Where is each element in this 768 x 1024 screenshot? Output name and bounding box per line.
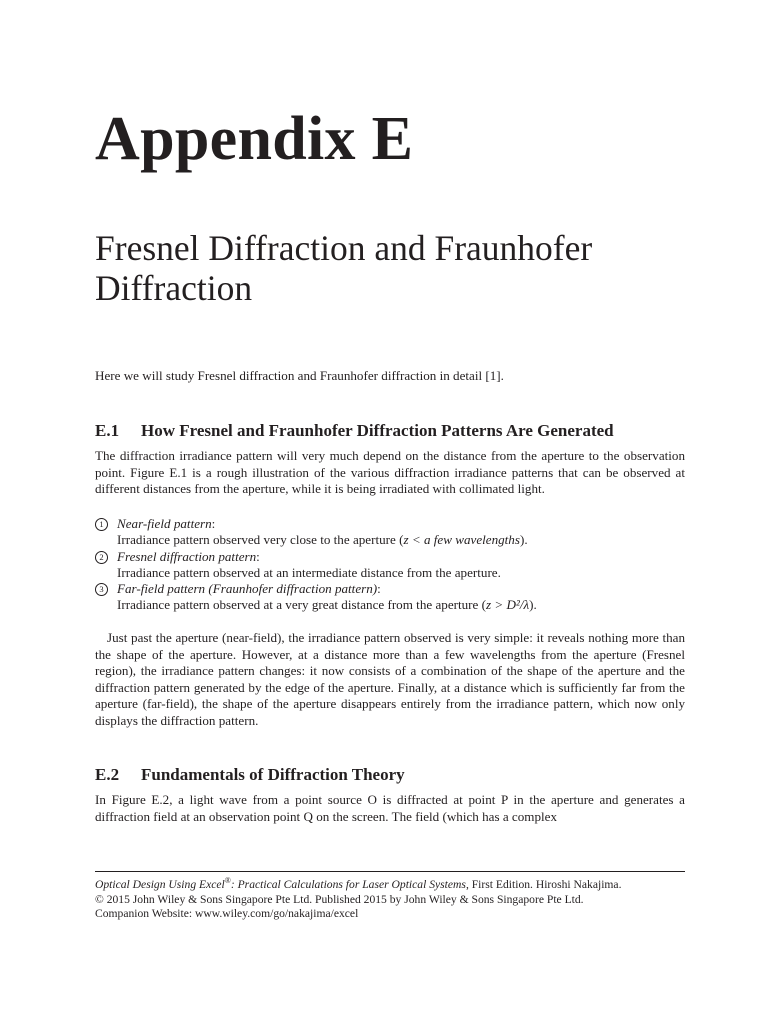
book-subtitle: : Practical Calculations for Laser Optical Systems bbox=[230, 878, 466, 891]
list-item: 1 Near-field pattern: Irradiance pattern observed very close to the aperture (z < a few wavelengths). bbox=[95, 516, 685, 549]
list-item-label: Far-field pattern (Fraunhofer diffraction pattern) bbox=[117, 581, 378, 597]
footnote-rule bbox=[95, 871, 685, 872]
math-expression: z < a few wavelengths bbox=[403, 532, 520, 548]
section-heading-e2 bbox=[95, 765, 405, 785]
section-number: E.2 bbox=[95, 765, 120, 784]
list-item-description: Irradiance pattern observed very close to the aperture (z < a few wavelengths). bbox=[117, 532, 528, 548]
section-e2-paragraph-1: In Figure E.2, a light wave from a point source O is diffracted at point P in the aperture and generates a diffraction field at an observation point Q on the screen. The field (which has a complex bbox=[95, 792, 685, 824]
list-item-label: Fresnel diffraction pattern bbox=[117, 548, 257, 564]
list-item: 3 Far-field pattern (Fraunhofer diffraction pattern): Irradiance pattern observed at a very great distance from the aperture (z > D²/λ). bbox=[95, 581, 685, 614]
book-title: Optical Design Using Excel bbox=[95, 878, 225, 891]
list-item: 2 Fresnel diffraction pattern: Irradiance pattern observed at an intermediate distance from the aperture. bbox=[95, 549, 685, 582]
section-number: E.1 bbox=[95, 421, 120, 440]
section-e1-paragraph-2: Just past the aperture (near-field), the irradiance pattern observed is very simple: it reveals nothing more than the shape of the aperture. However, at a distance more than a few wavelengths from the aperture (Fresnel region), the irradiance pattern changes: it now consists of a combination of the shape of the aperture and the diffraction pattern generated by the edge of the aperture. Finally, at a distance which is sufficiently far from the aperture (far-field), the shape of the aperture disappears entirely from the irradiance pattern, which now only displays the diffraction pattern. bbox=[95, 630, 685, 728]
section-heading-e1 bbox=[95, 421, 614, 441]
circled-number-marker: 1 bbox=[95, 518, 108, 531]
list-item-label: Near-field pattern bbox=[117, 516, 212, 531]
intro-paragraph: Here we will study Fresnel diffraction and Fraunhofer diffraction in detail [1]. bbox=[95, 368, 504, 383]
section-e1-paragraph-1: The diffraction irradiance pattern will very much depend on the distance from the aperture to the observation point. Figure E.1 is a rough illustration of the various diffraction irradiance patterns that can be observed at different distances from the aperture, while it is being irradiated with collimated light. bbox=[95, 448, 685, 496]
edition-author: , First Edition. Hiroshi Nakajima. bbox=[465, 878, 622, 891]
section-title: How Fresnel and Fraunhofer Diffraction Patterns Are Generated bbox=[141, 421, 614, 440]
circled-number-marker: 3 bbox=[95, 583, 108, 596]
list-item-description: Irradiance pattern observed at a very great distance from the aperture (z > D²/λ). bbox=[117, 597, 537, 613]
appendix-title: Appendix E bbox=[95, 105, 414, 173]
registered-mark: ® bbox=[224, 876, 231, 886]
copyright-line: © 2015 John Wiley & Sons Singapore Pte Ltd. Published 2015 by John Wiley & Sons Singapore Pte Ltd. bbox=[95, 892, 584, 906]
chapter-title: Fresnel Diffraction and Fraunhofer Diffraction bbox=[95, 228, 593, 308]
math-expression: z > D²/λ bbox=[485, 597, 530, 613]
list-item-description: Irradiance pattern observed at an intermediate distance from the aperture. bbox=[117, 564, 501, 580]
pattern-list bbox=[95, 516, 685, 614]
section-title: Fundamentals of Diffraction Theory bbox=[141, 765, 405, 784]
companion-website-line: Companion Website: www.wiley.com/go/nakajima/excel bbox=[95, 907, 359, 920]
circled-number-marker: 2 bbox=[95, 551, 108, 564]
copyright-footnote bbox=[95, 878, 695, 922]
citation-line bbox=[95, 878, 695, 893]
